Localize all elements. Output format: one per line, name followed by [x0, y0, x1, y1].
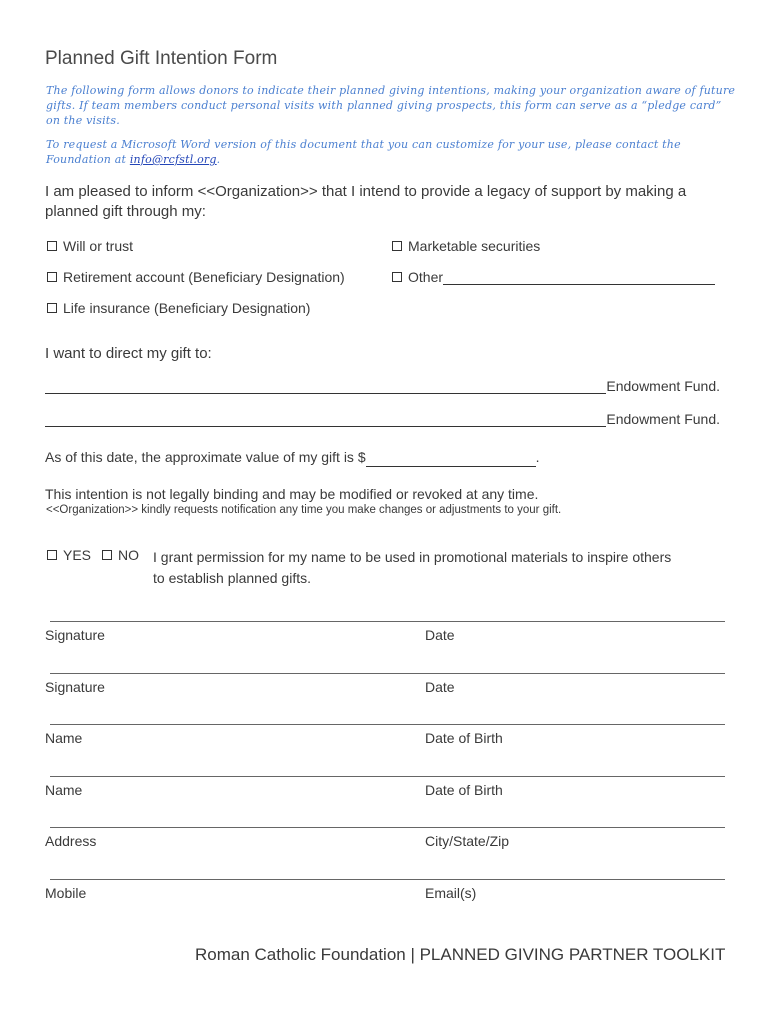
checkbox-other[interactable] — [392, 272, 402, 282]
checkbox-life[interactable] — [47, 303, 57, 313]
field-label: Date — [425, 627, 455, 643]
page-title: Planned Gift Intention Form — [45, 48, 278, 69]
other-input-line[interactable] — [443, 270, 715, 285]
option-will[interactable] — [47, 238, 133, 254]
fund-input-line[interactable] — [45, 379, 606, 394]
checkbox-will[interactable] — [47, 241, 57, 251]
permission-text — [153, 547, 671, 589]
field-label: Signature — [45, 679, 105, 695]
email-link[interactable]: info@rcfstl.org — [129, 153, 217, 166]
signature-line[interactable] — [50, 776, 725, 777]
checkbox-retirement[interactable] — [47, 272, 57, 282]
fund-input-line[interactable] — [45, 412, 606, 427]
field-label: Name — [45, 782, 83, 798]
option-no[interactable] — [102, 547, 139, 563]
option-no-label: NO — [118, 547, 139, 563]
permission-line-2: to establish planned gifts. — [153, 570, 311, 586]
option-yes-label: YES — [63, 547, 92, 563]
gift-value-input-line[interactable] — [366, 452, 536, 467]
intro-paragraph: The following form allows donors to indicate their planned giving intentions, making your organization aware of future gifts. If team members conduct personal visits with planned giving prospects, this form can serve as a “pledge card” on the visits. — [46, 84, 736, 127]
notify-text: <<Organization>> kindly requests notification any time you make changes or adjustments to your gift. — [46, 504, 562, 516]
field-label: Email(s) — [425, 885, 477, 901]
option-yes[interactable] — [47, 547, 91, 563]
option-retirement-label: Retirement account (Beneficiary Designation) — [63, 269, 345, 285]
field-label: City/State/Zip — [425, 833, 510, 849]
field-label: Date of Birth — [425, 782, 503, 798]
signature-line[interactable] — [50, 621, 725, 622]
field-label: Date — [425, 679, 455, 695]
fund-row-2 — [45, 411, 720, 427]
gift-value-label: As of this date, the approximate value of my gift is $ — [45, 449, 366, 465]
fund-suffix: Endowment Fund. — [606, 378, 720, 394]
not-binding-text: This intention is not legally binding and may be modified or revoked at any time. — [45, 486, 539, 502]
lead-statement: I am pleased to inform <<Organization>> that I intend to provide a legacy of support by making a planned gift through my: — [45, 183, 687, 220]
gift-value-suffix: . — [535, 449, 540, 465]
fund-suffix: Endowment Fund. — [606, 411, 720, 427]
option-life[interactable] — [47, 300, 310, 316]
option-securities-label: Marketable securities — [408, 238, 541, 254]
option-will-label: Will or trust — [63, 238, 133, 254]
checkbox-securities[interactable] — [392, 241, 402, 251]
contact-text: To request a Microsoft Word version of this document that you can customize for your use, please contact the Foundation at — [46, 138, 681, 166]
signature-line[interactable] — [50, 879, 725, 880]
footer-text: Roman Catholic Foundation | PLANNED GIVING PARTNER TOOLKIT — [195, 945, 726, 964]
field-label: Address — [45, 833, 97, 849]
field-label: Date of Birth — [425, 730, 503, 746]
gift-value-row — [45, 447, 735, 467]
field-label: Mobile — [45, 885, 87, 901]
fund-row-1 — [45, 378, 720, 394]
permission-line-1: I grant permission for my name to be used in promotional materials to inspire others — [153, 549, 672, 565]
option-other[interactable] — [392, 269, 715, 285]
contact-suffix: . — [216, 153, 221, 166]
checkbox-yes[interactable] — [47, 550, 57, 560]
signature-line[interactable] — [50, 724, 725, 725]
direct-label: I want to direct my gift to: — [45, 345, 212, 362]
checkbox-no[interactable] — [102, 550, 112, 560]
option-securities[interactable] — [392, 238, 540, 254]
option-retirement[interactable] — [47, 269, 345, 285]
field-label: Signature — [45, 627, 105, 643]
option-other-label: Other — [408, 269, 444, 285]
signature-line[interactable] — [50, 827, 725, 828]
signature-line[interactable] — [50, 673, 725, 674]
contact-paragraph — [46, 137, 736, 167]
field-label: Name — [45, 730, 83, 746]
option-life-label: Life insurance (Beneficiary Designation) — [63, 300, 311, 316]
